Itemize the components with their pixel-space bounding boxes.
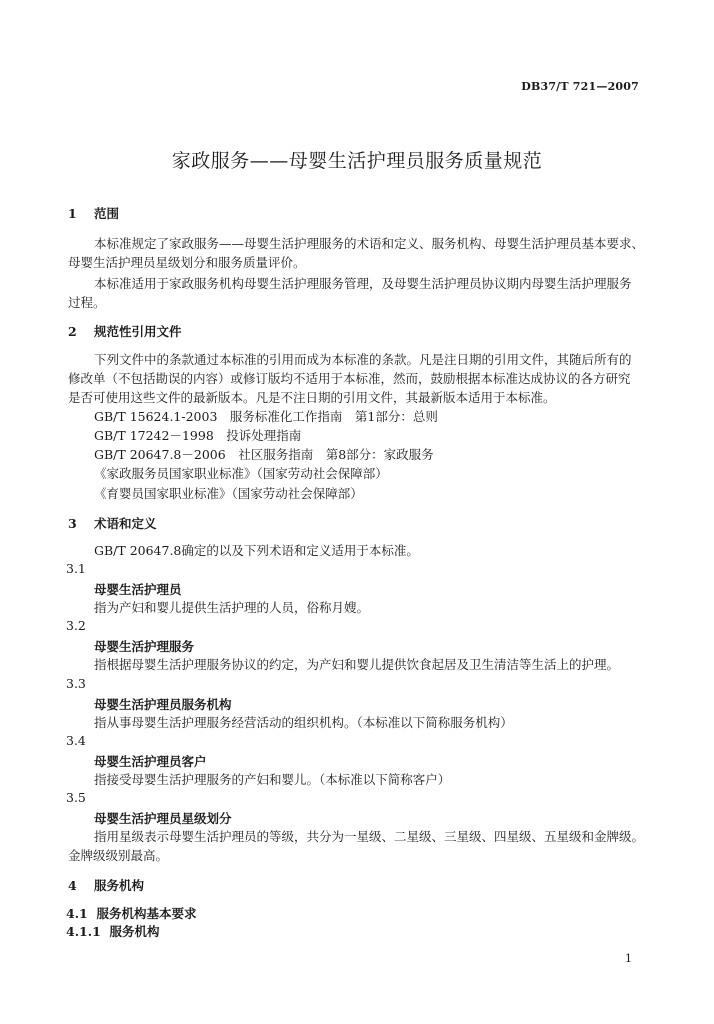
- term-definition: 指用星级表示母婴生活护理员的等级，共分为一星级、二星级、三星级、四星级、五星级和金牌级。: [94, 829, 645, 844]
- section-1-heading: [68, 204, 119, 222]
- term-number: 3.1: [66, 561, 86, 576]
- paragraph-line: GB/T 20647.8确定的以及下列术语和定义适用于本标准。: [94, 543, 419, 558]
- term-number: 3.2: [66, 618, 86, 633]
- paragraph-line: 母婴生活护理员星级划分和服务质量评价。: [68, 255, 306, 270]
- term-number: 3.4: [66, 733, 86, 748]
- term-definition: 指从事母婴生活护理服务经营活动的组织机构。（本标准以下简称服务机构）: [94, 715, 513, 730]
- section-number: 4: [68, 878, 77, 893]
- section-2-heading: [68, 322, 182, 340]
- reference-item: GB/T 15624.1-2003 服务标准化工作指南 第1部分：总则: [94, 409, 438, 424]
- section-number: 2: [68, 324, 77, 339]
- term-definition: 指为产妇和婴儿提供生活护理的人员，俗称月嫂。: [94, 600, 370, 615]
- subsection-number: 4.1: [66, 906, 88, 921]
- term-name: 母婴生活护理员星级划分: [94, 811, 232, 826]
- term-definition: 指根据母婴生活护理服务协议的约定，为产妇和婴儿提供饮食起居及卫生清洁等生活上的护理。: [94, 657, 620, 672]
- term-name: 母婴生活护理员服务机构: [94, 697, 232, 712]
- term-name: 母婴生活护理服务: [94, 639, 195, 654]
- subsection-number: 4.1.1: [66, 924, 101, 939]
- term-number: 3.3: [66, 676, 86, 691]
- reference-item: 《家政服务员国家职业标准》（国家劳动社会保障部）: [94, 466, 388, 481]
- subsection-heading: [66, 904, 196, 922]
- subsection-title: 服务机构: [109, 924, 160, 939]
- section-title: 术语和定义: [94, 516, 157, 531]
- section-number: 1: [68, 206, 77, 221]
- term-name: 母婴生活护理员: [94, 582, 182, 597]
- document-title: 家政服务——母婴生活护理员服务质量规范: [171, 150, 543, 172]
- paragraph-line: 下列文件中的条款通过本标准的引用而成为本标准的条款。凡是注日期的引用文件，其随后所有的: [94, 352, 632, 367]
- term-name: 母婴生活护理员客户: [94, 754, 207, 769]
- term-number: 3.5: [66, 790, 86, 805]
- paragraph-line: 过程。: [68, 295, 106, 310]
- paragraph-line: 本标准规定了家政服务——母婴生活护理服务的术语和定义、服务机构、母婴生活护理员基本要求、: [94, 236, 645, 251]
- section-3-heading: [68, 514, 157, 532]
- paragraph-line: 本标准适用于家政服务机构母婴生活护理服务管理，及母婴生活护理员协议期内母婴生活护理服务: [94, 276, 632, 291]
- section-number: 3: [68, 516, 77, 531]
- term-definition: 指接受母婴生活护理服务的产妇和婴儿。（本标准以下简称客户）: [94, 772, 451, 787]
- paragraph-line: 修改单（不包括勘误的内容）或修订版均不适用于本标准，然而，鼓励根据本标准达成协议的各方研究: [68, 371, 631, 386]
- reference-item: GB/T 17242－1998 投诉处理指南: [94, 428, 302, 443]
- subsection-heading: [66, 922, 160, 940]
- paragraph-line: 是否可使用这些文件的最新版本。凡是不注日期的引用文件，其最新版本适用于本标准。: [68, 390, 556, 405]
- section-4-heading: [68, 876, 144, 894]
- page-number: 1: [625, 952, 632, 965]
- section-title: 服务机构: [94, 878, 145, 893]
- term-definition: 金牌级级别最高。: [68, 848, 169, 863]
- reference-item: GB/T 20647.8－2006 社区服务指南 第8部分：家政服务: [94, 447, 434, 462]
- section-title: 规范性引用文件: [94, 324, 182, 339]
- reference-item: 《育婴员国家职业标准》（国家劳动社会保障部）: [94, 486, 363, 501]
- section-title: 范围: [94, 206, 120, 221]
- standard-code: DB37/T 721—2007: [521, 80, 639, 93]
- subsection-title: 服务机构基本要求: [96, 906, 197, 921]
